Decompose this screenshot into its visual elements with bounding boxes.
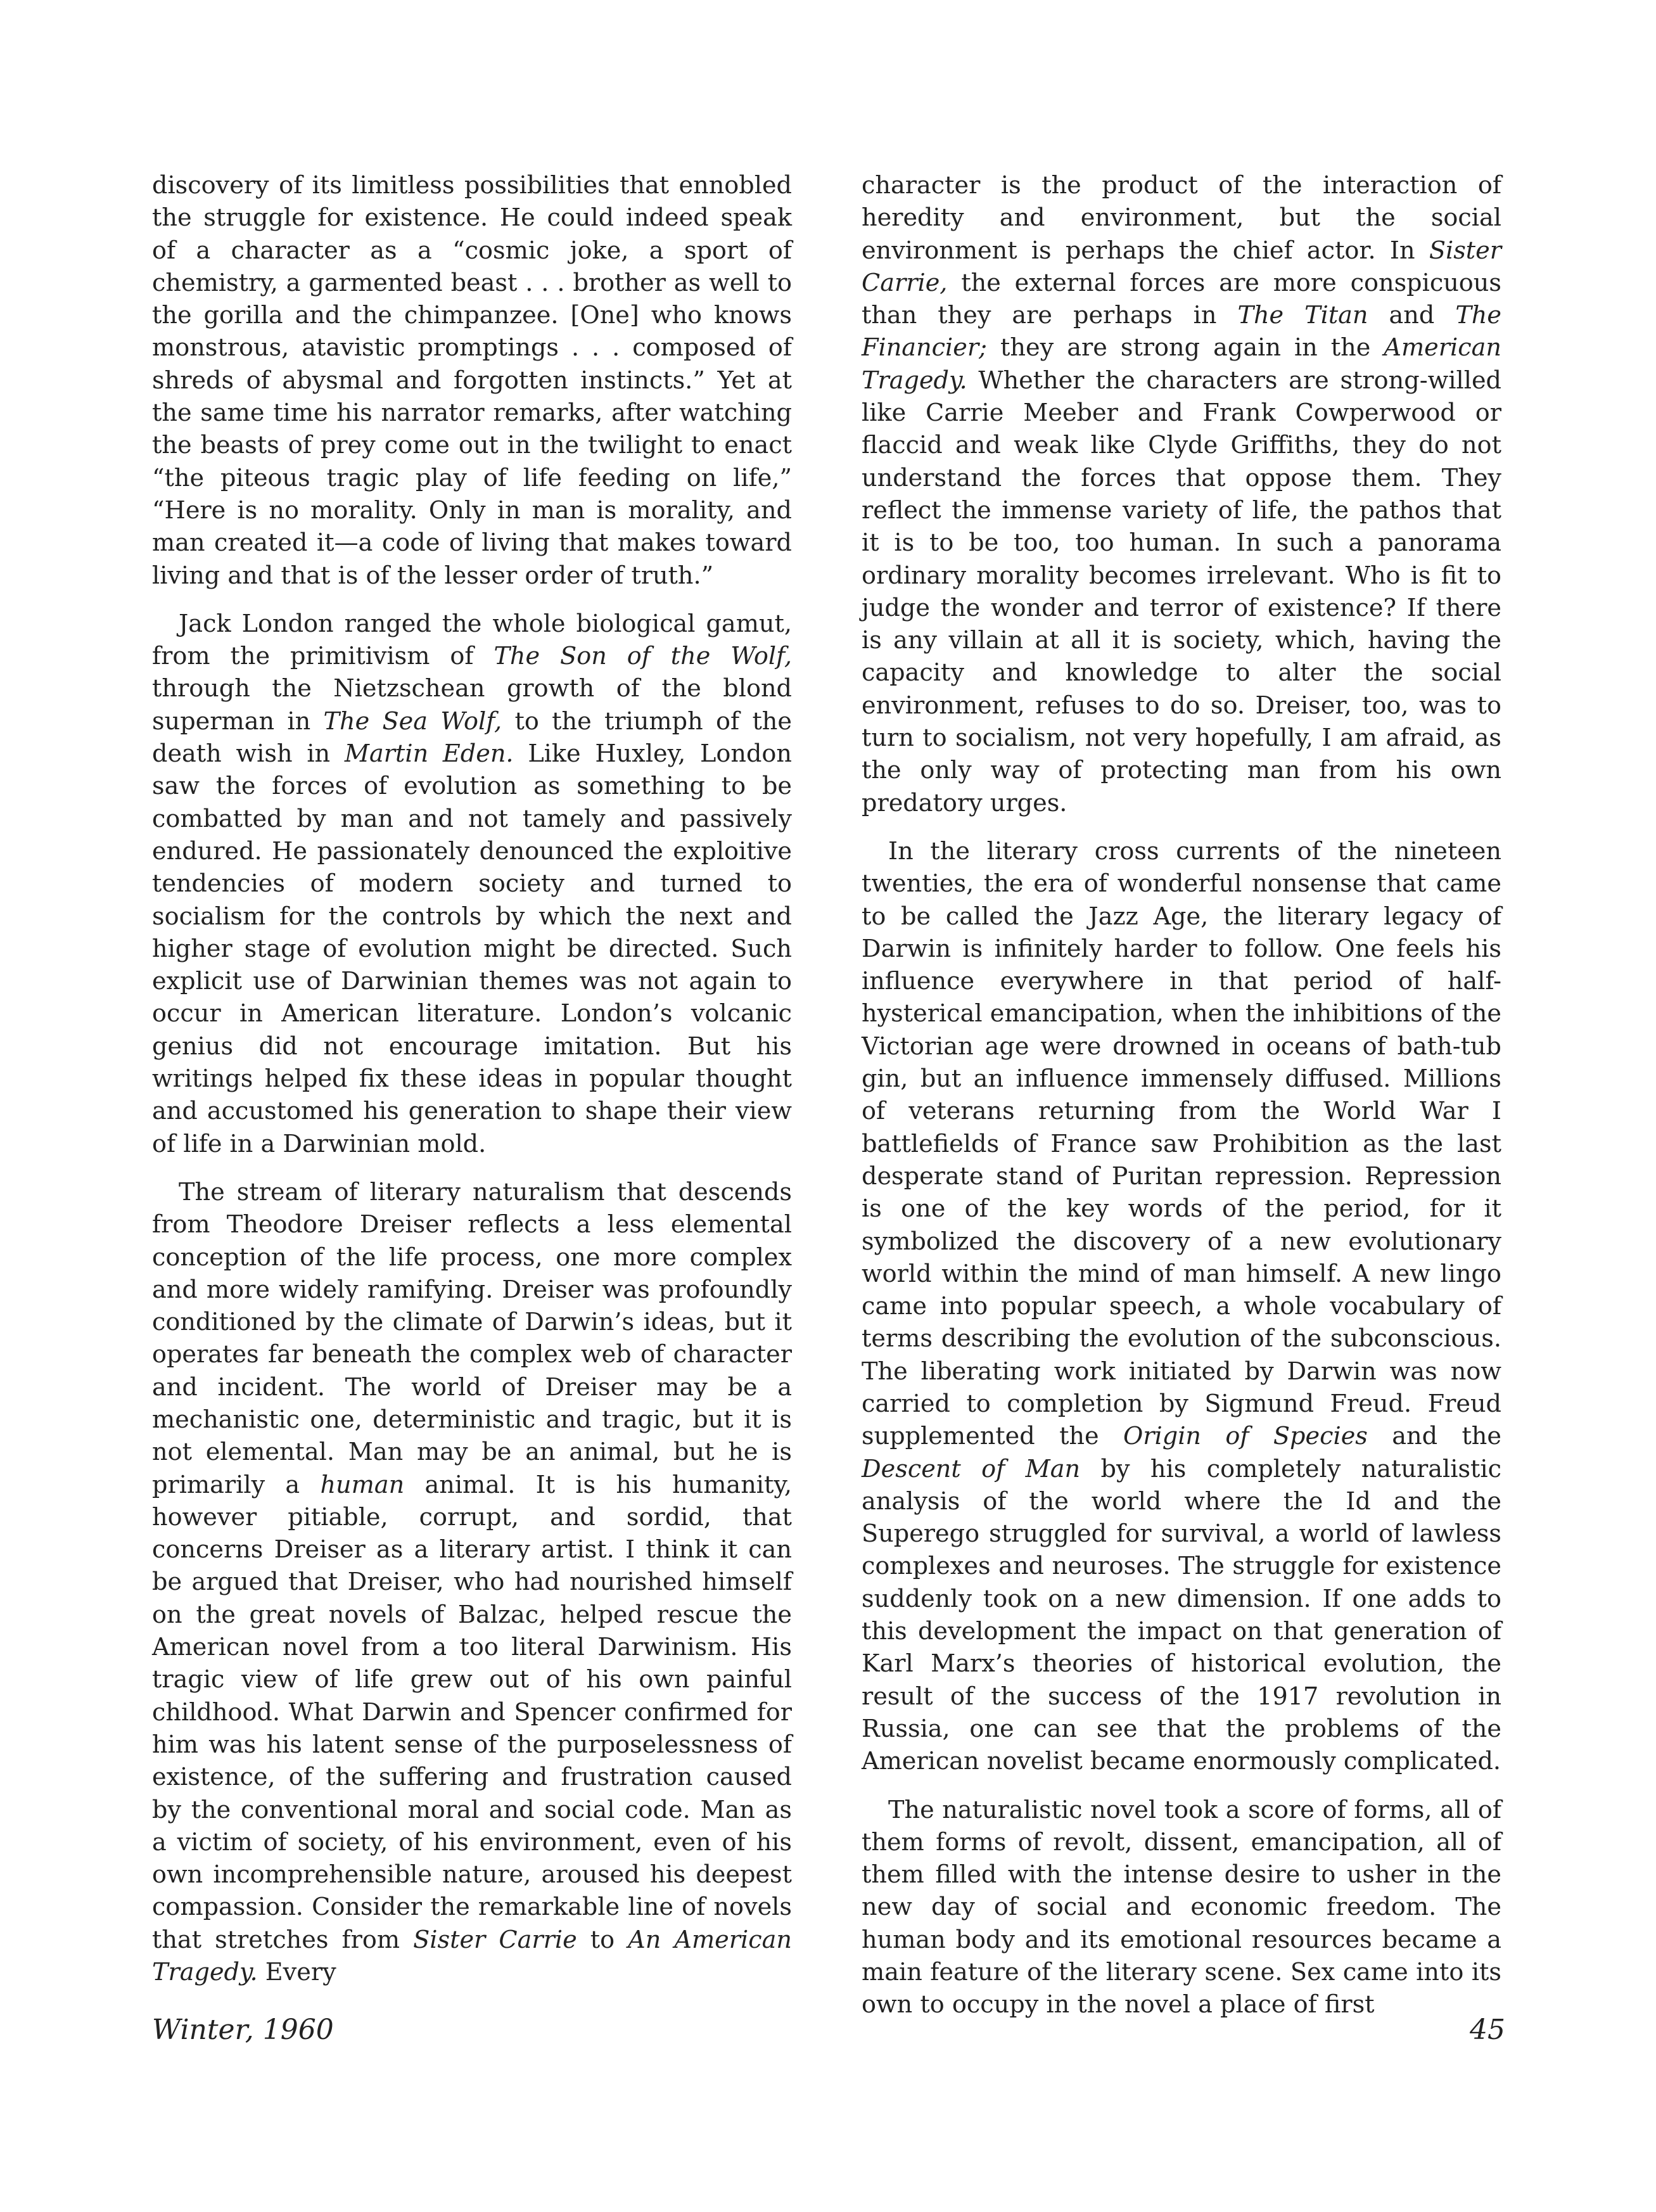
paragraph: The stream of literary naturalism that descends from Theodore Dreiser reflects a less elemental conception of the life process, one more complex and more widely ramifying. Dreiser was profoundly conditioned by the climate of Darwin’s ideas, but it operates far beneath the complex web of character and incident. The world of Dreiser may be a mechanistic one, deterministic and tragic, but it is not elemental. Man may be an animal, but he is primarily a human animal. It is his humanity, however pitiable, corrupt, and sordid, that concerns Dreiser as a literary artist. I think it can be argued that Dreiser, who had nourished himself on the great novels of Balzac, helped rescue the American novel from a too literal Darwinism. His tragic view of life grew out of his own painful childhood. What Darwin and Spencer confirmed for him was his latent sense of the purposelessness of existence, of the suffering and frustration caused by the conventional moral and social code. Man as a victim of society, of his environment, even of his own incomprehensible nature, aroused his deepest compassion. Consider the remarkable line of novels that stretches from Sister Carrie to An American Tragedy. Every bbox=[152, 1178, 792, 1987]
right-column bbox=[862, 170, 1501, 2022]
issue-date: Winter, 1960 bbox=[152, 2014, 334, 2046]
book-title: An American Tragedy. bbox=[152, 1926, 792, 1987]
paragraph: The naturalistic novel took a score of forms, all of them forms of revolt, dissent, emancipation, all of them filled with the intense desire to usher in the new day of social and economic freedom. The human body and its emotional resources became a main feature of the literary scene. Sex came into its own to occupy in the novel a place of first bbox=[862, 1796, 1501, 2019]
left-column bbox=[152, 170, 792, 1989]
paragraph: In the literary cross currents of the nineteen twenties, the era of wonderful nonsense that came to be called the Jazz Age, the literary legacy of Darwin is infinitely harder to follow. One feels his influence everywhere in that period of half-hysterical emancipation, when the inhibitions of the Victorian age were drowned in oceans of bath-tub gin, but an influence immensely diffused. Millions of veterans returning from the World War I battlefields of France saw Prohibition as the last desperate stand of Puritan repression. Repression is one of the key words of the period, for it symbolized the discovery of a new evolutionary world within the mind of man himself. A new lingo came into popular speech, a whole vocabulary of terms describing the evolution of the subconscious. The liberating work initiated by Darwin was now carried to completion by Sigmund Freud. Freud supplemented the Origin of Species and the Descent of Man by his completely naturalistic analysis of the world where the Id and the Superego struggled for survival, a world of lawless complexes and neuroses. The struggle for existence suddenly took on a new dimension. If one adds to this development the impact on that generation of Karl Marx’s theories of historical evolution, the result of the success of the 1917 revolution in Russia, one can see that the problems of the American novelist became enormously complicated. bbox=[862, 837, 1501, 1776]
book-title: The Titan bbox=[1237, 302, 1368, 330]
paragraph: character is the product of the interaction of heredity and environment, but the social environment is perhaps the chief actor. In Sister Carrie, the external forces are more conspicuous than they are perhaps in The Titan and The Financier; they are strong again in the American Tragedy. Whether the characters are strong-willed like Carrie Meeber and Frank Cowperwood or flaccid and weak like Clyde Griffiths, they do not understand the forces that oppose them. They reflect the immense variety of life, the pathos that it is to be too, too human. In such a panorama ordinary morality becomes irrelevant. Who is fit to judge the wonder and terror of existence? If there is any villain at all it is society, which, having the capacity and knowledge to alter the social environment, refuses to do so. Dreiser, too, was to turn to socialism, not very hopefully, I am afraid, as the only way of protecting man from his own predatory urges. bbox=[862, 172, 1501, 817]
book-title: American Tragedy. bbox=[862, 334, 1501, 395]
book-title: The Financier; bbox=[862, 302, 1501, 362]
book-title: The Sea Wolf, bbox=[323, 707, 502, 736]
book-title: Sister Carrie, bbox=[862, 236, 1501, 297]
book-title: Martin Eden. bbox=[344, 740, 514, 769]
book-title: The Son of the Wolf, bbox=[494, 643, 792, 671]
paragraph: discovery of its limitless possibilities that ennobled the struggle for existence. He could indeed speak of a character as a “cosmic joke, a sport of chemistry, a garmented beast . . . brother as well to the gorilla and the chimpanzee. [One] who knows monstrous, atavistic promptings . . . composed of shreds of abysmal and forgotten instincts.” Yet at the same time his narrator remarks, after watching the beasts of prey come out in the twilight to enact “the piteous tragic play of life feeding on life,” “Here is no morality. Only in man is morality, and man created it—a code of living that makes toward living and that is of the lesser order of truth.” bbox=[152, 172, 792, 590]
page-number: 45 bbox=[1470, 2014, 1505, 2046]
book-title: Origin of Species bbox=[1123, 1422, 1368, 1451]
emphasis: human bbox=[320, 1471, 405, 1499]
book-title: Sister Carrie bbox=[413, 1926, 577, 1954]
paragraph: Jack London ranged the whole biological gamut, from the primitivism of The Son of the Wolf, through the Nietzschean growth of the blond superman in The Sea Wolf, to the triumph of the death wish in Martin Eden. Like Huxley, London saw the forces of evolution as something to be combatted by man and not tamely and passively endured. He passionately denounced the exploitive tendencies of modern society and turned to socialism for the controls by which the next and higher stage of evolution might be directed. Such explicit use of Darwinian themes was not again to occur in American literature. London’s volcanic genius did not encourage imitation. But his writings helped fix these ideas in popular thought and accustomed his generation to shape their view of life in a Darwinian mold. bbox=[152, 610, 792, 1158]
book-title: Descent of Man bbox=[862, 1455, 1081, 1483]
